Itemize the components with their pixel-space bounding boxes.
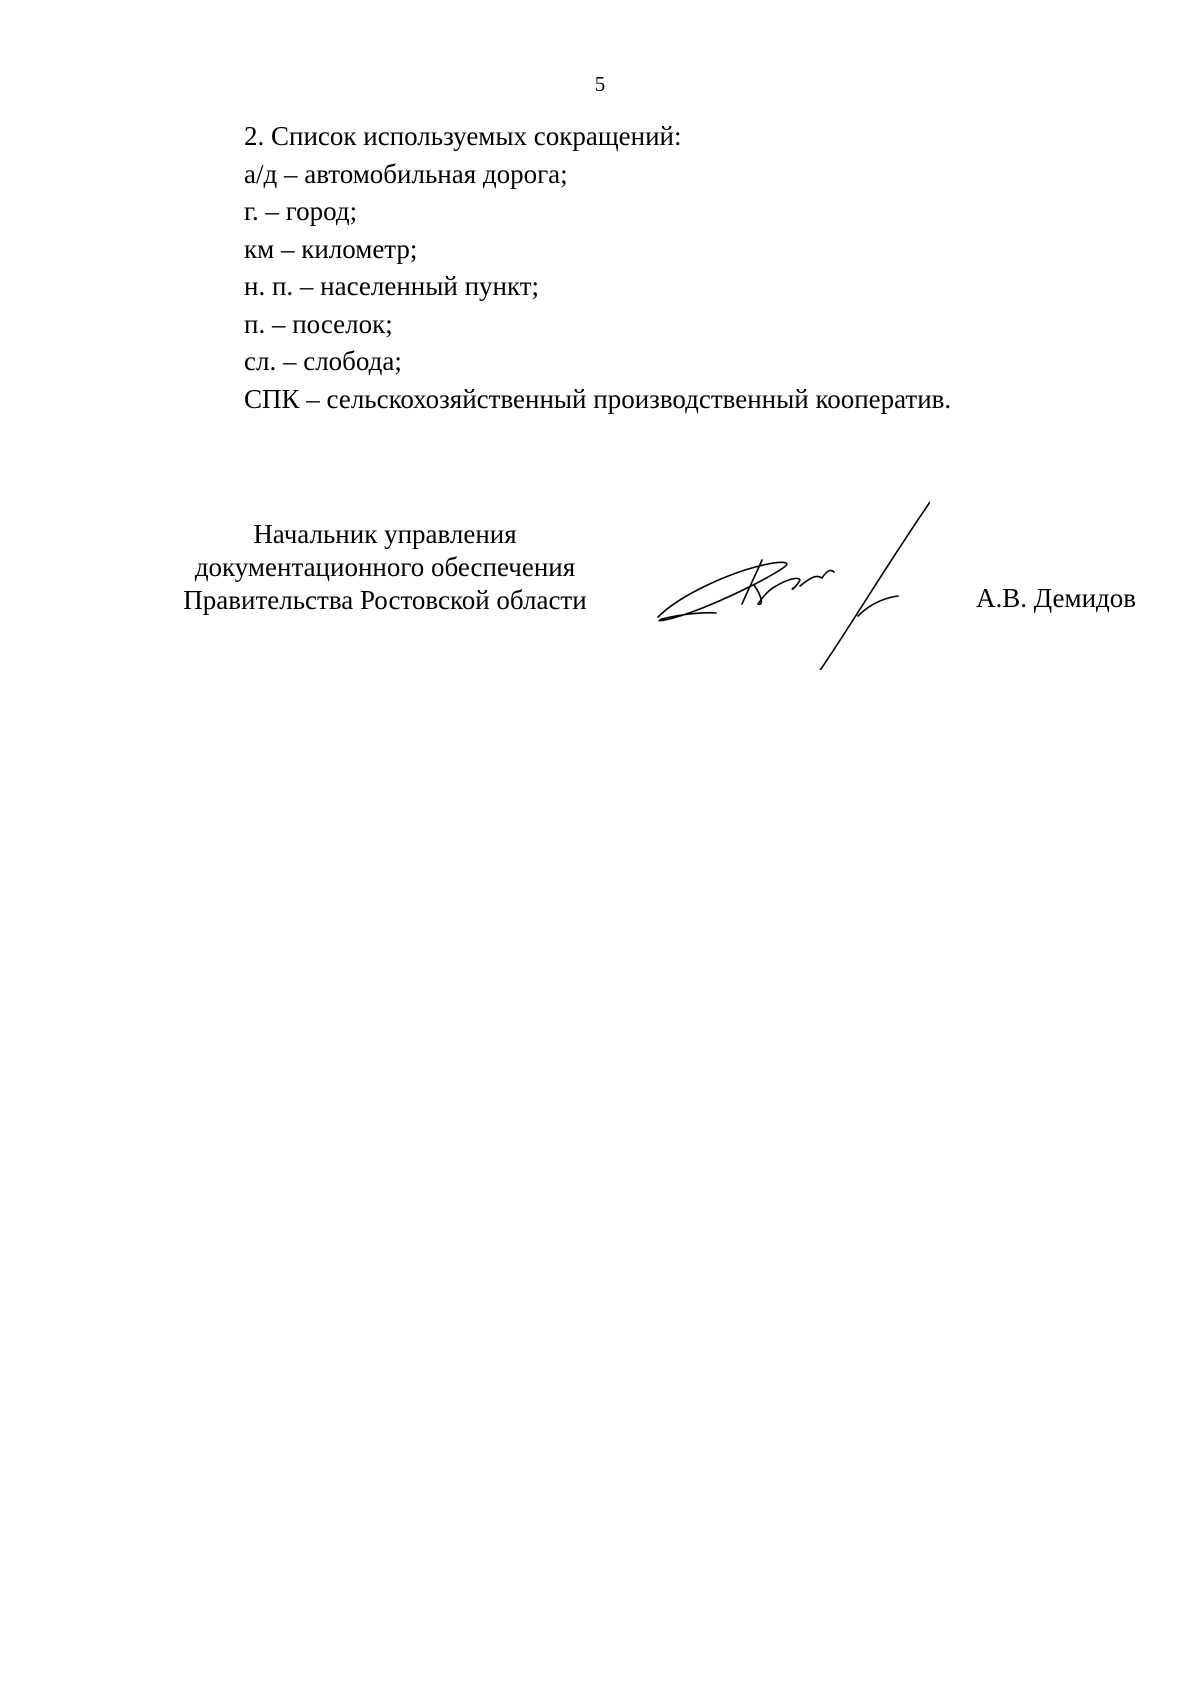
signer-position-line: Начальник управления <box>253 519 517 549</box>
signer-position <box>150 518 620 617</box>
abbreviation-item: г. – город; <box>244 196 358 226</box>
abbreviation-item: н. п. – населенный пункт; <box>244 271 540 301</box>
signer-position-line: Правительства Ростовской области <box>183 585 587 615</box>
abbreviation-item: СПК – сельскохозяйственный производственный кооператив. <box>244 383 952 414</box>
signature-block <box>0 0 1200 700</box>
abbreviation-item: км – километр; <box>244 233 418 264</box>
abbreviation-item: а/д – автомобильная дорога; <box>244 158 568 189</box>
abbreviations-heading: 2. Список используемых сокращений: <box>244 121 682 151</box>
signer-name: А.В. Демидов <box>976 583 1137 613</box>
handwritten-signature <box>650 500 930 670</box>
signer-position-line: документационного обеспечения <box>194 552 576 582</box>
page-number: 5 <box>594 72 606 96</box>
abbreviation-item: сл. – слобода; <box>244 346 402 376</box>
abbreviation-item: п. – поселок; <box>244 308 393 339</box>
